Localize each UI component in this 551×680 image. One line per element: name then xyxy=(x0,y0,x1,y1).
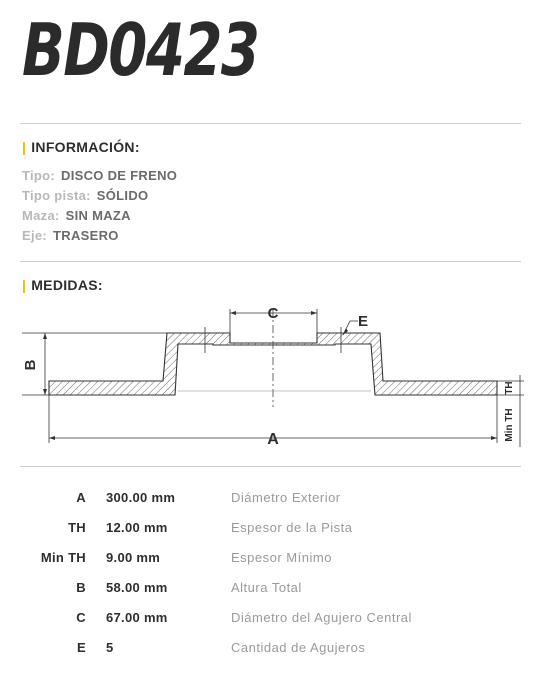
accent-bar: | xyxy=(22,277,27,293)
spec-description: Diámetro del Agujero Central xyxy=(231,610,412,625)
label-th: TH xyxy=(504,381,515,395)
info-key: Tipo pista: xyxy=(22,188,91,203)
measures-heading xyxy=(22,277,103,293)
info-value: TRASERO xyxy=(53,228,119,243)
spec-value: 5 xyxy=(106,640,114,655)
info-key: Maza: xyxy=(22,208,60,223)
spec-key: Min TH xyxy=(40,550,86,565)
divider xyxy=(20,466,521,467)
info-row-maza xyxy=(22,208,131,223)
spec-value: 300.00 mm xyxy=(106,490,176,505)
measures-heading-label: MEDIDAS: xyxy=(31,277,103,293)
accent-bar: | xyxy=(22,139,27,155)
info-row-tipo xyxy=(22,168,177,183)
spec-description: Altura Total xyxy=(231,580,302,595)
info-key: Eje: xyxy=(22,228,48,243)
spec-key: E xyxy=(77,640,86,655)
info-row-eje xyxy=(22,228,119,243)
divider xyxy=(20,123,521,124)
spec-value: 9.00 mm xyxy=(106,550,161,565)
spec-description: Espesor Mínimo xyxy=(231,550,332,565)
spec-row-min-th xyxy=(0,550,551,570)
info-heading-label: INFORMACIÓN: xyxy=(31,139,140,155)
spec-row-b xyxy=(0,580,551,600)
spec-key: B xyxy=(76,580,86,595)
label-a: A xyxy=(267,431,279,448)
spec-key: C xyxy=(76,610,86,625)
spec-value: 12.00 mm xyxy=(106,520,168,535)
info-value: SIN MAZA xyxy=(65,208,131,223)
info-row-tipo-pista xyxy=(22,188,148,203)
info-value: DISCO DE FRENO xyxy=(61,168,178,183)
spec-key: TH xyxy=(68,520,86,535)
spec-key: A xyxy=(76,490,86,505)
info-key: Tipo: xyxy=(22,168,56,183)
spec-description: Espesor de la Pista xyxy=(231,520,353,535)
spec-description: Cantidad de Agujeros xyxy=(231,640,366,655)
info-heading xyxy=(22,139,140,155)
spec-row-th xyxy=(0,520,551,540)
spec-value: 67.00 mm xyxy=(106,610,168,625)
spec-description: Diámetro Exterior xyxy=(231,490,341,505)
divider xyxy=(20,261,521,262)
spec-row-e xyxy=(0,640,551,660)
brake-disc-diagram xyxy=(0,295,551,455)
info-value: SÓLIDO xyxy=(96,188,149,203)
spec-row-a xyxy=(0,490,551,510)
spec-row-c xyxy=(0,610,551,630)
label-b: B xyxy=(22,359,39,371)
product-code-title: BD0423 xyxy=(22,8,259,92)
label-c: C xyxy=(267,305,279,322)
label-min-th: Min TH xyxy=(504,408,515,442)
spec-value: 58.00 mm xyxy=(106,580,168,595)
label-e: E xyxy=(358,313,369,330)
